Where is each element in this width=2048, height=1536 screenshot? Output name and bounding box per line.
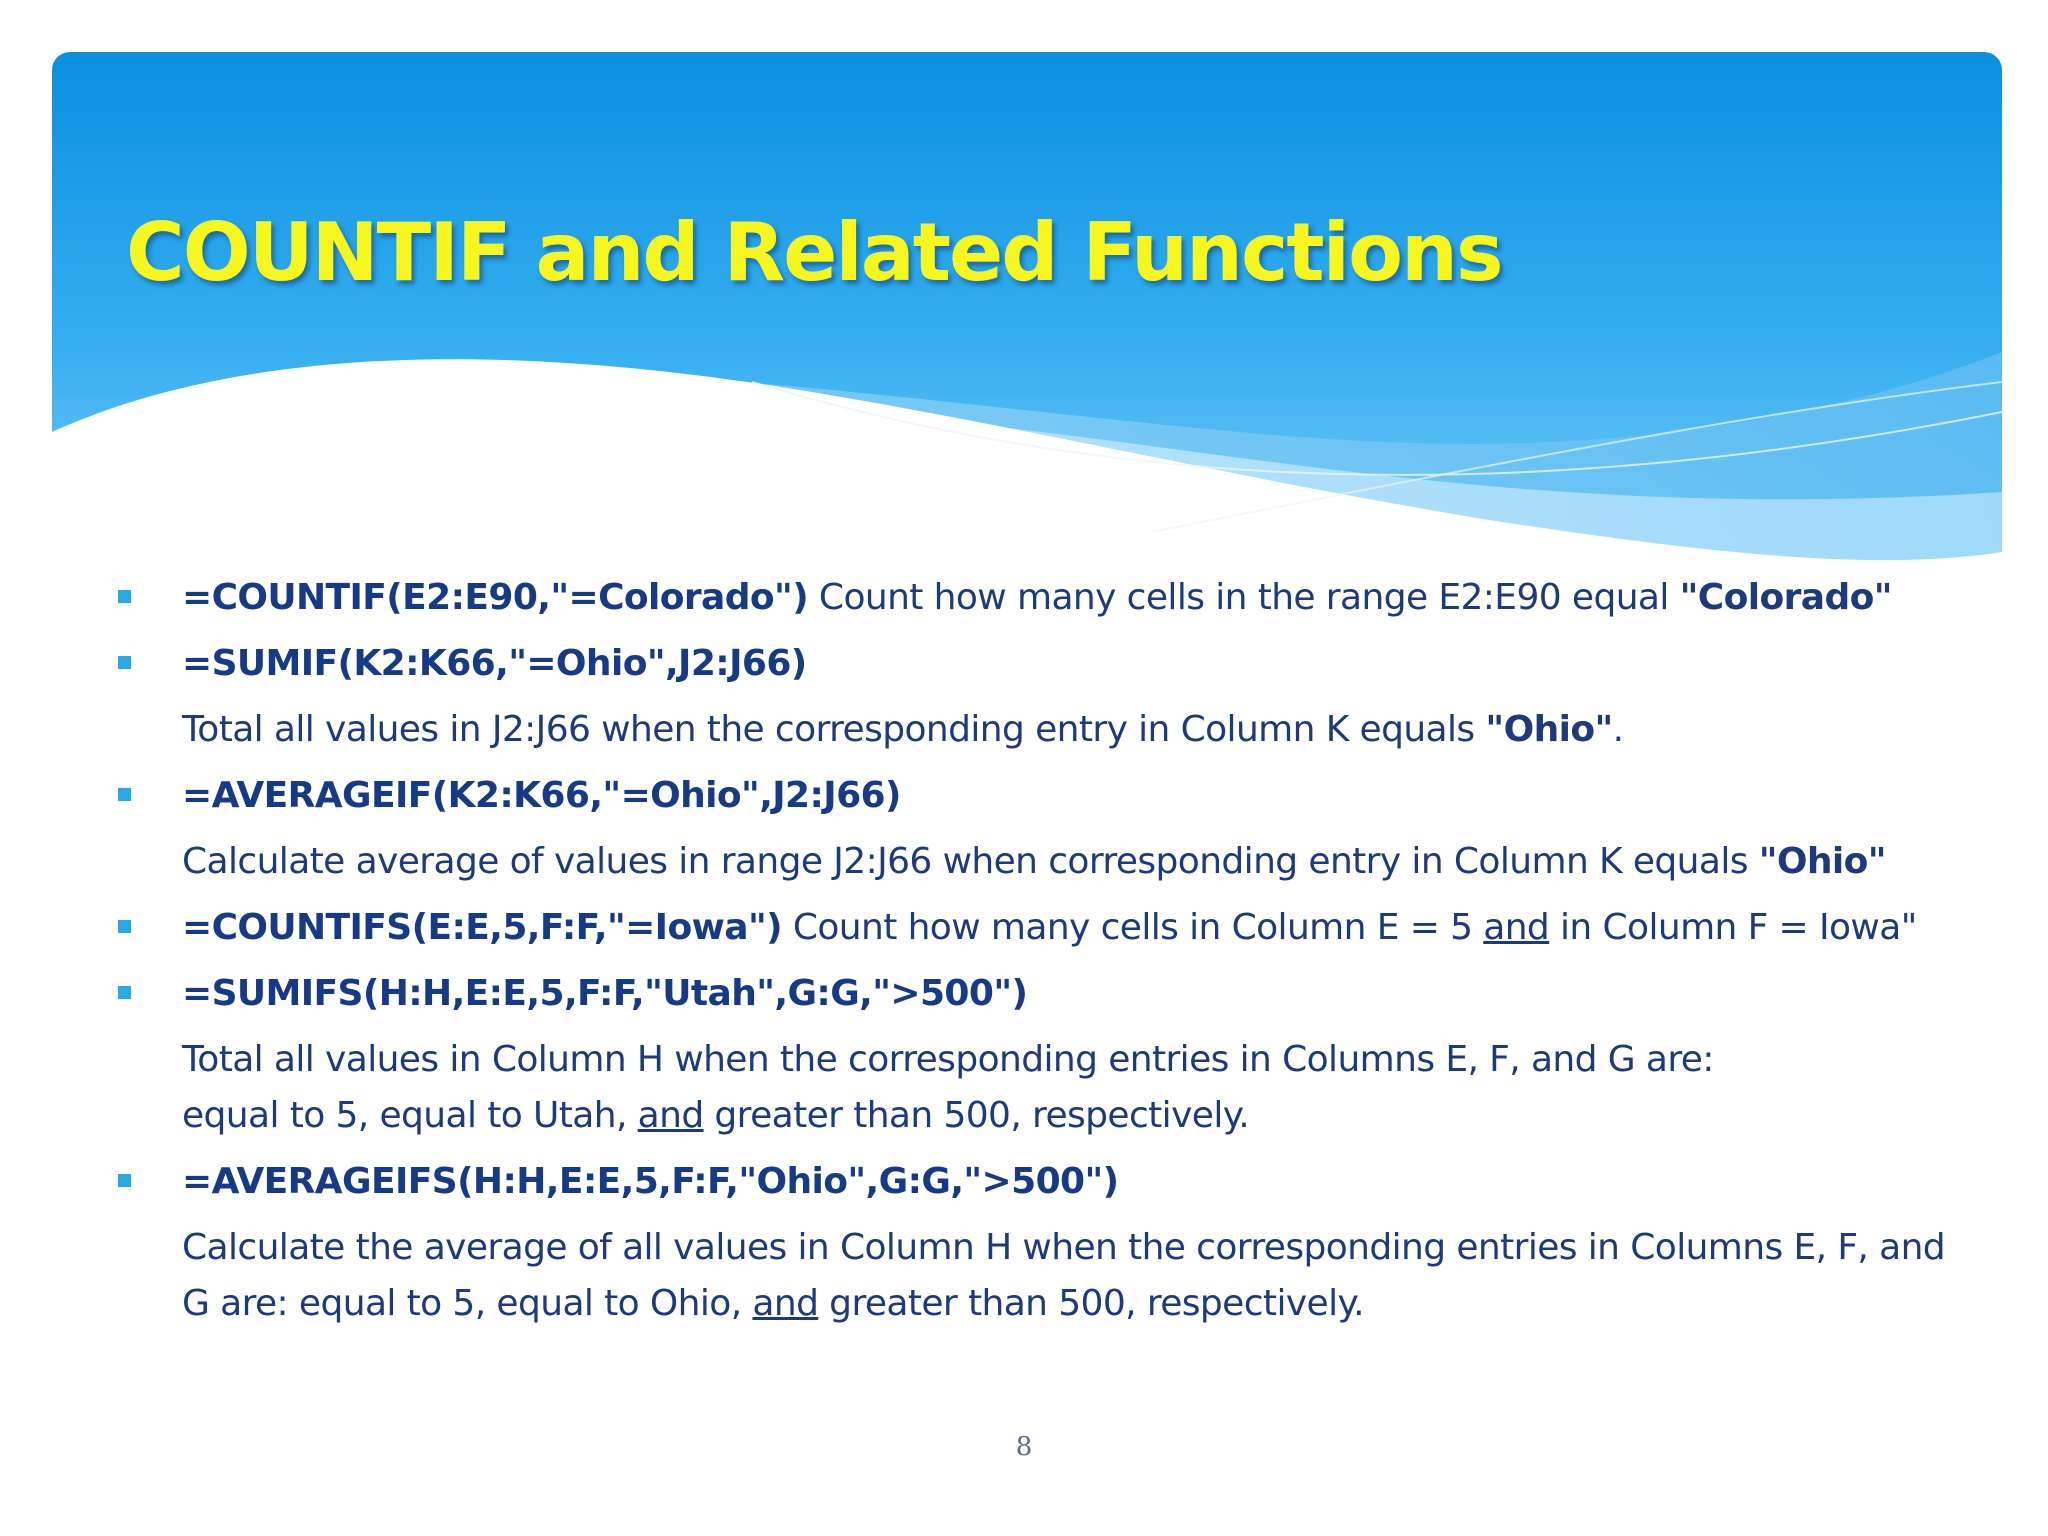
description-text: Count how many cells in Column E = 5 — [792, 907, 1484, 948]
quoted-value: "Ohio" — [1485, 709, 1613, 750]
underlined-and: and — [637, 1095, 704, 1136]
description-line — [182, 1226, 1945, 1270]
formula-text: =AVERAGEIFS(H:H,E:E,5,F:F,"Ohio",G:G,">500") — [182, 1161, 1119, 1202]
page-number: 8 — [1015, 1432, 1033, 1462]
slide-title: COUNTIF and Related Functions — [126, 206, 1502, 299]
title-banner — [52, 52, 2002, 582]
formula-text: =COUNTIF(E2:E90,"=Colorado") — [182, 577, 809, 618]
description-line — [182, 708, 1623, 752]
description-text: equal to 5, equal to Utah, — [182, 1095, 638, 1136]
description-text: Calculate average of values in range J2:J66 when corresponding entry in Column K equals — [182, 841, 1759, 882]
quoted-value: "Colorado" — [1679, 577, 1892, 618]
description-text: Total all values in J2:J66 when the corresponding entry in Column K equals — [182, 709, 1486, 750]
formula-text: =SUMIFS(H:H,E:E,5,F:F,"Utah",G:G,">500") — [182, 973, 1028, 1014]
description-text: G are: equal to 5, equal to Ohio, — [182, 1283, 753, 1324]
square-bullet-icon — [118, 788, 131, 801]
formula-text: =SUMIF(K2:K66,"=Ohio",J2:J66) — [182, 643, 807, 684]
formula-text: =COUNTIFS(E:E,5,F:F,"=Iowa") — [182, 907, 782, 948]
description-end: . — [1612, 709, 1624, 750]
description-text: Count how many cells in the range E2:E90 equal — [818, 577, 1680, 618]
square-bullet-icon — [118, 656, 131, 669]
underlined-and: and — [1483, 907, 1550, 948]
description-text: Total all values in Column H when the corresponding entries in Columns E, F, and G are: — [182, 1039, 1714, 1080]
square-bullet-icon — [118, 1174, 131, 1187]
description-line — [182, 1038, 1714, 1082]
underlined-and: and — [752, 1283, 819, 1324]
description-text-end: in Column F = Iowa" — [1549, 907, 1917, 948]
description-line — [182, 1282, 1364, 1326]
description-line — [182, 840, 1886, 884]
square-bullet-icon — [118, 986, 131, 999]
description-text-end: greater than 500, respectively. — [818, 1283, 1364, 1324]
square-bullet-icon — [118, 920, 131, 933]
quoted-value: "Ohio" — [1758, 841, 1886, 882]
description-text: Calculate the average of all values in Column H when the corresponding entries in Columns E, F, and — [182, 1227, 1946, 1268]
description-text-end: greater than 500, respectively. — [703, 1095, 1250, 1136]
square-bullet-icon — [118, 590, 131, 603]
wave-background — [52, 52, 2002, 582]
formula-text: =AVERAGEIF(K2:K66,"=Ohio",J2:J66) — [182, 775, 901, 816]
description-line — [182, 1094, 1249, 1138]
